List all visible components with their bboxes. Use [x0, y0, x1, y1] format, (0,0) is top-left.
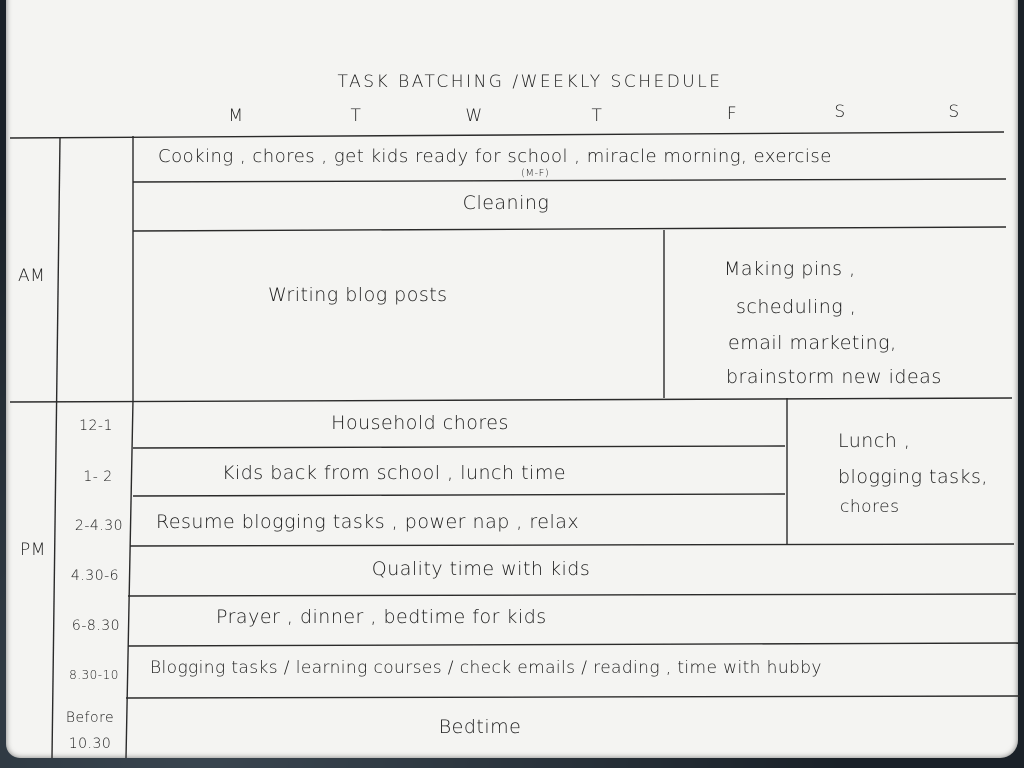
weekend-pm-line-2: blogging tasks, [838, 466, 988, 488]
weekend-pm-line-3: chores [840, 497, 900, 517]
weekend-am-line-1: Making pins , [724, 258, 856, 280]
day-friday: F [726, 104, 738, 124]
blogging-learning-cell: Blogging tasks / learning courses / check emails / reading , time with hubby [150, 658, 822, 678]
day-saturday: S [834, 102, 846, 122]
time-1-2: 1- 2 [83, 469, 113, 485]
cleaning-cell: Cleaning [462, 192, 550, 214]
resume-blogging-cell: Resume blogging tasks , power nap , relax [156, 511, 580, 533]
pm-label: PM [20, 540, 46, 560]
household-chores-cell: Household chores [331, 412, 509, 434]
time-430-6: 4.30-6 [70, 568, 120, 584]
time-2-430: 2-4.30 [74, 518, 124, 534]
weekend-am-line-3: email marketing, [728, 332, 897, 354]
day-thursday: T [591, 106, 603, 126]
day-tuesday: T [350, 106, 362, 126]
weekend-am-line-4: brainstorm new ideas [726, 366, 942, 388]
kids-back-cell: Kids back from school , lunch time [221, 462, 567, 484]
day-wednesday: W [465, 106, 483, 126]
writing-blog-posts-cell: Writing blog posts [268, 284, 448, 306]
morning-routine-note: (M-F) [521, 168, 550, 179]
morning-routine-cell: Cooking , chores , get kids ready for school , miracle morning, exercise [158, 146, 832, 167]
time-6-830: 6-8.30 [71, 618, 121, 634]
weekend-am-line-2: scheduling , [736, 296, 857, 318]
quality-time-cell: Quality time with kids [371, 558, 591, 580]
bedtime-cell: Bedtime [438, 716, 522, 738]
weekend-pm-line-1: Lunch , [838, 430, 911, 452]
prayer-dinner-cell: Prayer , dinner , bedtime for kids [216, 606, 547, 628]
page-title: TASK BATCHING /WEEKLY SCHEDULE [337, 72, 723, 92]
time-830-10: 8.30-10 [69, 668, 119, 682]
time-before-line-2: 10.30 [68, 736, 112, 752]
day-sunday: S [948, 102, 960, 122]
day-monday: M [228, 106, 244, 126]
time-before-line-1: Before [65, 710, 115, 726]
time-12-1: 12-1 [79, 418, 113, 434]
am-label: AM [18, 266, 46, 286]
